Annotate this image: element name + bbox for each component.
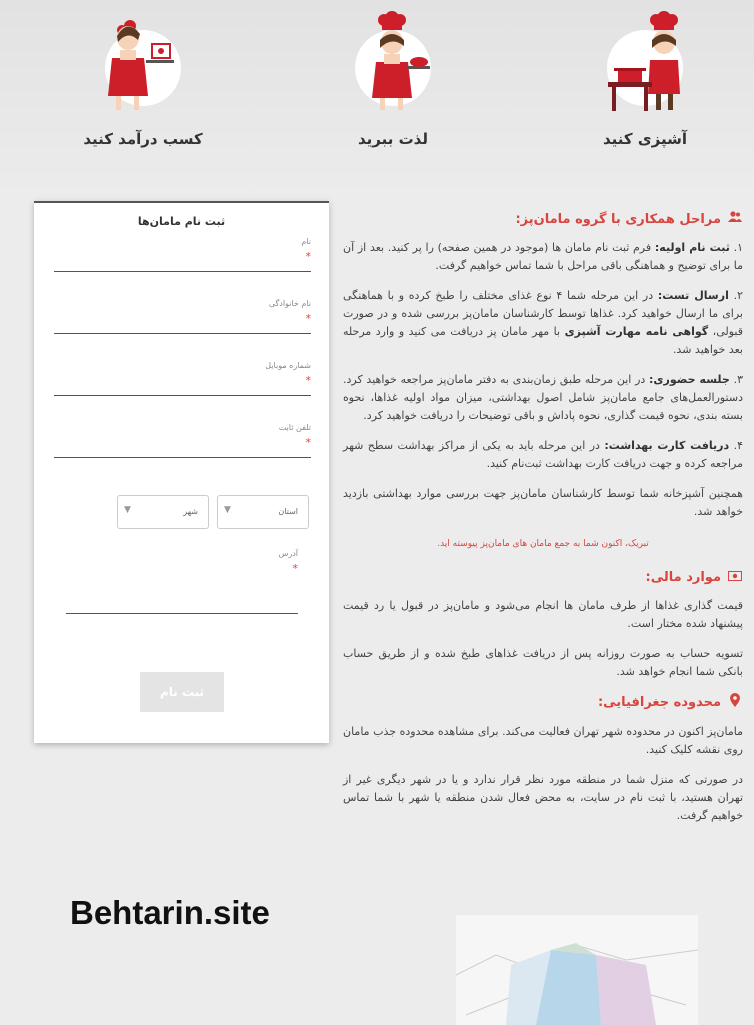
field-label: نام [301,237,311,246]
step-text: با مهر مامان پز دریافت می کنید و وارد مرحله بعد خواهید شد. [343,325,743,356]
landline-input[interactable] [54,457,311,458]
watermark: Behtarin.site [70,894,270,931]
cooperation-step-3 [343,371,743,425]
step-number: ۳. [733,373,743,386]
cooperation-heading [343,211,743,229]
required-mark: * [305,250,311,263]
step-text: فرم ثبت نام مامان ها (موجود در همین صفحه) را پر کنید. بعد از آن ما برای توضیح و هماهنگی باقی مراحل با شما تماس خواهیم گرفت. [343,241,743,272]
city-select[interactable] [117,495,209,529]
financial-text-1: قیمت گذاری غذاها از طرف مامان ها انجام می‌شود و مامان‌پز در قبول یا رد قیمت پیشنهاد شده مختار است. [343,599,743,630]
address-field[interactable] [66,549,298,614]
section-title: محدوده جغرافیایی: [597,695,721,710]
mobile-input[interactable] [54,395,311,396]
step-bold: گواهی نامه مهارت آشپزی [564,325,709,338]
required-mark: * [305,436,311,449]
step-text: در این مرحله باید به یکی از مراکز بهداشت سطح شهر مراجعه کرده و جهت دریافت کارت بهداشت ثبت‌نام کنید. [343,439,743,470]
landline-field[interactable] [54,423,311,458]
required-mark: * [292,562,298,575]
step-head: ثبت نام اولیه: [654,241,730,254]
step-label: آشپزی کنید [603,130,687,148]
address-input[interactable] [66,613,298,614]
form-title: ثبت نام مامان‌ها [137,215,226,228]
chef-serving-money-icon [68,8,218,118]
users-icon [727,211,743,229]
required-mark: * [305,374,311,387]
hero-banner [0,0,754,200]
first-name-input[interactable] [54,271,311,272]
tehran-coverage-map[interactable] [456,915,698,1025]
step-text: در این مرحله طبق زمان‌بندی به دفتر مامان‌پز مراجعه خواهید کرد. دستورالعمل‌های جامع مامان‌پز شامل اصول بهداشتی، میزان مواد اولیه غذاها، نحوه بسته بندی، نحوه قیمت گذاری، نحوه پاداش و باقی توضیحات را دریافت خواهید کرد. [343,373,743,422]
section-title: موارد مالی: [645,570,721,585]
step-head: جلسه حضوری: [649,373,730,386]
step-label: لذت ببرید [358,130,428,148]
cooperation-step-4 [343,437,743,473]
step-head: ارسال تست: [657,289,729,302]
last-name-input[interactable] [54,333,311,334]
submit-button[interactable]: ثبت نام [140,672,224,712]
field-label: تلفن ثابت [278,423,311,432]
field-label: نام خانوادگی [268,299,311,308]
section-title: مراحل همکاری با گروه مامان‌پز: [515,212,721,227]
field-label: شماره موبایل [265,361,311,370]
financial-heading [343,569,743,587]
chef-cooking-icon [570,8,720,118]
cooperation-step-2 [343,287,743,359]
field-label: آدرس [278,549,298,558]
chef-serving-dish-icon [318,8,468,118]
step-number: ۴. [733,439,743,452]
step-number: ۱. [733,241,744,254]
money-icon [727,569,743,587]
required-mark: * [305,312,311,325]
congrats-message: تبریک، اکنون شما به جمع مامان های مامان‌پز پیوسته اید. [437,539,649,549]
registration-form-card [34,201,329,743]
province-select-value: استان [278,507,298,516]
first-name-field[interactable] [54,237,311,272]
step-text: در این مرحله شما ۴ نوع غذای مختلف را طبخ کرده و با هماهنگی برای ما ارسال خواهید کرد. غذاها توسط کارشناسان مامان‌پز بررسی شده و در صورت قبولی، [343,289,743,338]
step-label: کسب درآمد کنید [83,130,203,148]
step-number: ۲. [733,289,743,302]
chevron-down-icon: ▼ [124,505,131,515]
map-marker-icon [727,693,743,713]
cooperation-step-1 [343,239,743,275]
hygiene-note: همچنین آشپزخانه شما توسط کارشناسان مامان‌پز جهت بررسی موارد بهداشتی بازدید خواهد شد. [343,487,743,518]
info-column [343,205,743,837]
mobile-field[interactable] [54,361,311,396]
map-image [456,915,698,1025]
city-select-value: شهر [183,507,198,516]
step-head: دریافت کارت بهداشت: [604,439,730,452]
financial-text-2: تسویه حساب به صورت روزانه پس از دریافت غذاهای طبخ شده و از طریق حساب بانکی شما انجام خواهد شد. [343,647,743,678]
geo-text-1: مامان‌پز اکنون در محدوده شهر تهران فعالیت می‌کند. برای مشاهده محدوده جذب مامان روی نقشه کلیک کنید. [343,725,743,756]
last-name-field[interactable] [54,299,311,334]
geo-heading [343,693,743,713]
province-select[interactable] [217,495,309,529]
geo-text-2: در صورتی که منزل شما در منطقه مورد نظر قرار ندارد و یا در شهر دیگری غیر از تهران هستید، با ثبت نام در سایت، به محض فعال شدن منطقه یا شهر با شما تماس خواهیم گرفت. [343,773,743,822]
chevron-down-icon: ▼ [224,505,231,515]
